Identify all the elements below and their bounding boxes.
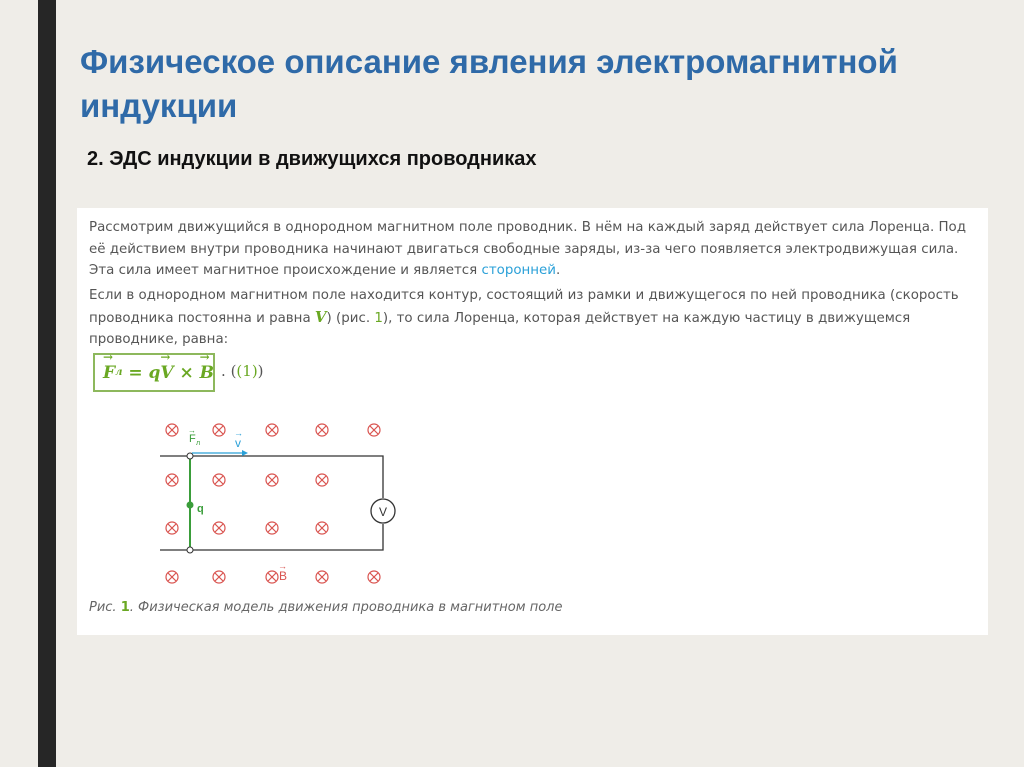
- caption-number: 1: [120, 600, 130, 615]
- velocity-symbol: V: [314, 307, 327, 326]
- field-into-page-icon: [266, 474, 278, 486]
- field-into-page-icon: [213, 571, 225, 583]
- paragraph-contour: [89, 285, 979, 351]
- left-accent-bar: [38, 0, 56, 767]
- field-into-page-icon: [213, 474, 225, 486]
- vector-arrow-icon: →: [199, 349, 210, 364]
- paragraph-text: Рассмотрим движущийся в однородном магнитном поле проводник. В нём на каждый заряд действует сила Лоренца. Под её действием внутри проводника начинают двигаться свободные заряды, из-за чего появляется электродвижущая сила. Эта сила имеет магнитное происхождение и является: [89, 220, 966, 278]
- vector-arrow-icon: →: [234, 428, 243, 438]
- charge-label: q: [197, 503, 204, 515]
- field-into-page-icon: [316, 474, 328, 486]
- field-into-page-icon: [266, 571, 278, 583]
- figure-ref-number: 1: [374, 310, 383, 326]
- link-third-party-force[interactable]: сторонней: [481, 263, 556, 278]
- field-into-page-icon: [213, 424, 225, 436]
- field-into-page-icon: [166, 522, 178, 534]
- frame-top-rail: [160, 456, 383, 498]
- formula-lorentz: [93, 349, 215, 392]
- field-into-page-icon: [368, 571, 380, 583]
- field-into-page-icon: [316, 522, 328, 534]
- vector-arrow-icon: →: [160, 349, 171, 364]
- field-into-page-icon: [368, 424, 380, 436]
- field-into-page-icon: [316, 424, 328, 436]
- force-label: F: [189, 433, 196, 445]
- formula-field-letter: B: [199, 362, 215, 383]
- figure-caption: [89, 600, 562, 615]
- formula-velocity: [160, 349, 174, 383]
- caption-text: . Физическая модель движения проводника в магнитном поле: [129, 600, 563, 615]
- field-into-page-icon: [266, 424, 278, 436]
- field-into-page-icon: [166, 424, 178, 436]
- field-into-page-icon: [316, 571, 328, 583]
- vector-arrow-icon: →: [188, 426, 196, 435]
- paragraph-lorentz-intro: [89, 217, 979, 282]
- formula-equals-q: = q: [122, 362, 161, 383]
- charge-q-dot: [187, 502, 194, 509]
- figure-physical-model: [152, 420, 422, 610]
- formula-field: [199, 349, 215, 383]
- vector-arrow-icon: →: [103, 349, 114, 364]
- formula-number: ((1)): [230, 362, 264, 380]
- voltmeter-label: V: [378, 505, 388, 519]
- field-into-page-icon: [266, 522, 278, 534]
- field-into-page-icon: [166, 571, 178, 583]
- formula-tail: [221, 362, 264, 380]
- formula-times: ×: [173, 362, 200, 383]
- formula-velocity-letter: V: [160, 362, 174, 383]
- formula-force-letter: F: [103, 362, 116, 383]
- formula-period: .: [221, 362, 226, 380]
- field-into-page-icon: [213, 522, 225, 534]
- force-label-subscript: л: [196, 440, 201, 447]
- contact-point-top: [187, 453, 193, 459]
- content-card: [77, 208, 988, 635]
- velocity-arrow-head: [242, 450, 248, 456]
- field-into-page-icon: [166, 474, 178, 486]
- contact-point-bottom: [187, 547, 193, 553]
- slide-title: Физическое описание явления электромагнитной индукции: [80, 43, 898, 124]
- slide-subtitle: 2. ЭДС индукции в движущихся проводниках: [87, 148, 537, 170]
- paragraph-text: ), то сила Лоренца, которая действует на каждую частицу в движущемся проводнике, равна:: [89, 310, 911, 347]
- formula-force: [103, 349, 116, 383]
- paragraph-text: .: [555, 263, 561, 278]
- vector-arrow-icon: →: [278, 561, 287, 571]
- formula-force-subscript: л: [115, 367, 123, 378]
- paragraph-text: Если в однородном магнитном поле находится контур, состоящий из рамки и движущегося по ней проводника (скорость проводника постоянна и равна: [89, 288, 959, 326]
- field-label: B: [279, 569, 288, 583]
- paragraph-text: ) (рис.: [326, 310, 375, 326]
- velocity-label: v: [235, 436, 241, 450]
- caption-prefix: Рис.: [89, 600, 121, 615]
